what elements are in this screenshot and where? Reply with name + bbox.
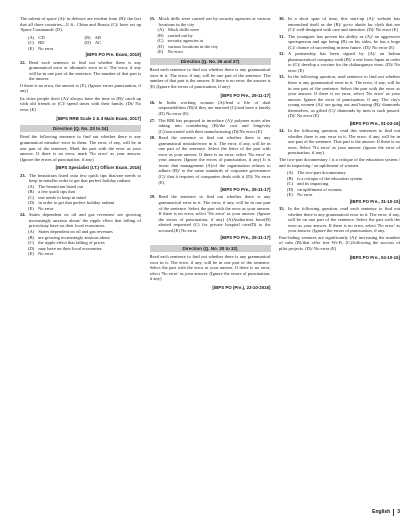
option-letter: (E) xyxy=(28,205,34,211)
option-text: No error xyxy=(167,49,184,55)
question-item xyxy=(20,60,141,82)
question-head xyxy=(20,60,141,82)
option-text: CD xyxy=(38,34,45,40)
question-text: The RBI has proposed to introduce (A)/ polymer notes after taking into considering (B)/the cost and longevity (C)/associated with their manufacturing (D)/No error (E) xyxy=(158,117,271,134)
question-text: States dependent on oil and gas revenues/ are growing increasingly anxious about/ the ripple effect that falling of prices/may have on their local economies. xyxy=(29,212,141,229)
option-text: States dependent on oil and gas revenues xyxy=(38,229,113,235)
question-text: A partnership has been signed by (A)/ an Indian pharmaceutical company with (B)/ a one from Japan in order to (C)/ develop a vaccine for the chikungunya virus. (D)/ No error (E) xyxy=(288,51,400,73)
direction-banner: Direction (Q. No. 26 and 27) xyxy=(150,58,271,65)
question-number: 30. xyxy=(279,16,285,21)
option-letter: (C) xyxy=(157,38,164,44)
question-item xyxy=(279,51,400,73)
source-citation: [IBPS PO Pre., 01-03-16] xyxy=(349,120,400,126)
question-item xyxy=(20,212,141,256)
option-letter: (E) xyxy=(28,251,34,257)
option-text: and its impacting xyxy=(297,181,329,187)
option-text: are growing increasingly anxious about xyxy=(38,234,110,240)
paragraph: Read each sentence to find out whether there is any grammatical error in it. The error, if any, will be in one part of the sentence. Select the part with the error as your answer. If there is no error, select 'No error' as your answer. (Ignore the errors of punctuation, if any) xyxy=(149,254,271,282)
question-item xyxy=(279,34,400,51)
question-number: 32. xyxy=(279,51,285,57)
question-text: The youngster has proven his ability as (A)/ an aggressive sportsperson and age being (B) on his sides, he has a huge (C)/ chance of succeeding in near future. (D)/ No error (E) xyxy=(288,33,400,50)
question-item xyxy=(150,194,271,233)
option-text: various locations in the city xyxy=(167,43,219,49)
source-citation: [IBPS Specialist (I.T.) Officer Exam, 2016] xyxy=(55,165,141,171)
question-text: Read the sentence to find out whether there is any grammatical error in it. The error, if any, will be in one part of the sentence. Select the part with the error as your answer. If there is no error, select 'No error' as your answer. (Ignore the errors of punctuation, if any) (A)Authorities have(B) alerted requested (C) for private hospital care(D) to the accused.(E) No error. xyxy=(158,194,271,233)
source-citation: [IBPS PO Pre., 04-10-15] xyxy=(349,254,400,260)
option-letter: (E) xyxy=(287,192,293,198)
question-head xyxy=(20,212,141,229)
question-number: 29. xyxy=(149,194,156,200)
option-letter: (D) xyxy=(84,40,91,46)
option-list xyxy=(20,46,141,52)
paragraph: The two-part documentary / is a critique of the education system / and its impacting / on upliftment of women. xyxy=(279,156,400,168)
question-head xyxy=(150,100,271,117)
paragraph: The salient of space (A)/ in defence are evident from (B)/ the fact that all three countries—U.S., China and Russia (C)/ have set up 'Space Commands' (D). xyxy=(20,16,141,33)
question-number: 23. xyxy=(20,172,26,178)
footer-subject: English xyxy=(372,509,391,516)
paragraph: Its cities people don't (A)/ always have the time to (B)/ catch up with old friends or (C)/ spend times with their family. (D)/ No error (E) xyxy=(20,95,141,113)
question-number: 28. xyxy=(149,135,156,141)
question-number: 22. xyxy=(20,59,26,65)
option-letter: (A) xyxy=(28,183,35,189)
option-text: is a critique of the education system xyxy=(297,175,363,181)
question-head xyxy=(150,194,271,233)
question-item xyxy=(279,206,400,234)
question-number: 33. xyxy=(279,74,285,80)
option-list xyxy=(279,170,400,198)
source-citation: [IBPS RRB Scale 2 & 3 Main Exam, 2017] xyxy=(56,115,141,121)
option-letter: (D) xyxy=(157,43,164,49)
option-text: AB xyxy=(94,34,101,40)
page-number: 3 xyxy=(397,509,400,516)
option-text: security agencies at xyxy=(167,38,204,44)
option-text: carried out by xyxy=(167,32,193,38)
question-head xyxy=(279,74,400,118)
question-item xyxy=(279,74,400,118)
question-text: In the following question, read this sentences to find out whether there is any error in it. The error, if any, will be in one part of the sentence. That part is the answer. If there is no error, Select 'No error' as your answer. (ignore the error of punctuation, if any). xyxy=(288,128,400,156)
question-head xyxy=(279,206,400,234)
question-number: 31. xyxy=(279,33,285,39)
option-text: No error xyxy=(297,192,313,198)
question-text: Mock drills were carried out by security agencies at various locations in the city xyxy=(158,16,271,27)
source-citation: [IBPS PO (Pre.), 23-10-2016] xyxy=(212,284,271,290)
option-text: The beautician listed out xyxy=(38,183,84,189)
direction-banner: Direction (Q. No. 23 to 24) xyxy=(20,125,141,132)
question-head xyxy=(279,51,400,73)
question-item xyxy=(150,135,271,185)
option-letter: (E) xyxy=(157,49,164,55)
question-text: In the following question, read each sentence to find out whether there is any grammatical error in it. The error, if any, will be on one part of the sentence. Select the part with the error as your answer. If there is no error, select 'No error' as your answer. (Ignore the errors of punctuation, if any. xyxy=(288,206,400,234)
option-item xyxy=(279,192,400,198)
question-item xyxy=(20,173,141,212)
option-item xyxy=(150,49,271,55)
option-letter: (C) xyxy=(28,240,35,246)
option-letter: (A) xyxy=(28,34,35,40)
option-letter: (E) xyxy=(28,45,34,51)
option-letter: (D) xyxy=(287,186,294,192)
option-letter: (C) xyxy=(28,194,35,200)
option-letter: (C) xyxy=(287,181,294,187)
column-right xyxy=(279,16,400,506)
question-item xyxy=(150,118,271,135)
question-number: 35. xyxy=(279,206,285,212)
question-head xyxy=(279,16,400,33)
source-citation: [IBPS PO Pre. Exam, 2019] xyxy=(85,52,141,58)
question-item xyxy=(150,16,271,55)
option-text: the ripple effect that falling of prices xyxy=(38,240,105,246)
paragraph: Read each sentence to find out whether there is any grammatical error in it. The error, if any, will be one part of the sentence. The number of that part is the answer. If there is no error, the answer is (E) (Ignore the errors of punctuation, if any) xyxy=(149,67,271,89)
option-letter: (B) xyxy=(28,189,35,195)
option-letter: (A) xyxy=(28,229,35,235)
direction-banner: Direction (Q. No. 30 to 32) xyxy=(150,245,271,252)
footer-separator xyxy=(393,509,394,516)
option-text: a few quick tips that xyxy=(38,189,75,195)
source-citation: [IBPS PO Pre., 31-10-15] xyxy=(349,198,400,204)
question-text: In the following question, read sentence to find out whether there is any grammatical error in it. The error, if any, will be in one part of the sentence. Select the part with the error as your answer. If there is no error, select 'No error' as your answer. Ignore the error of punctuation, if any. The city's young women (A)/ are going out and buying (B)/ diamonds themselves, as gifted (C)/ diamonds by men is such passed. (D)/ No error (E) xyxy=(288,74,400,119)
option-letter: (C) xyxy=(28,40,35,46)
question-number: 26. xyxy=(149,99,156,105)
question-head xyxy=(279,128,400,156)
question-item xyxy=(279,128,400,156)
option-letter: (D) xyxy=(28,245,35,251)
option-letter: (A) xyxy=(287,170,294,176)
option-letter: (B) xyxy=(84,34,91,40)
option-letter: (B) xyxy=(28,234,35,240)
question-head xyxy=(150,135,271,185)
option-item xyxy=(20,206,141,212)
option-letter: (B) xyxy=(287,175,294,181)
column-middle xyxy=(150,16,271,506)
question-text: The beautician listed outa few quick tips that/one needs to keep in mind/in order to get that perfect holiday radiant. xyxy=(29,172,141,184)
option-text: one needs to keep in mind xyxy=(38,194,86,200)
option-grid xyxy=(20,35,141,46)
option-letter: (B) xyxy=(157,32,164,38)
question-number: 25. xyxy=(149,16,156,21)
option-text: No error xyxy=(38,251,54,257)
option-item xyxy=(20,46,141,52)
option-text: may have on their local economies xyxy=(38,245,102,251)
question-text: In a short span of time, this start-up (A)/ website has entrenched itself as the (B)/ go-to abode for cloth that are (C)/ well-designed with care and attention. (D)/ No error (E) xyxy=(288,16,400,33)
question-head xyxy=(150,118,271,135)
option-text: AC xyxy=(94,40,102,46)
question-text: In India working woman (A)/lead a life of dual responsibilities (B)/if they are married (C)/and have a family (D) No error (E) xyxy=(158,99,271,116)
question-head xyxy=(150,16,271,27)
option-text: in order to get that perfect holiday radiant xyxy=(38,200,115,206)
question-number: 27. xyxy=(149,117,156,123)
source-citation: [IBPS PO Pre., 29-11-17] xyxy=(220,187,271,193)
option-letter: (A) xyxy=(157,27,164,33)
question-number: 24. xyxy=(20,212,26,218)
option-text: No error xyxy=(38,45,54,51)
source-citation: [IBPS PO Pre., 29-11-17] xyxy=(220,235,271,241)
option-text: The two-part documentary xyxy=(297,170,346,176)
question-text: Read each sentence to find out whether there is any grammatical error or idiomatic error in it. The error, if any will be in one part of the sentence. The number of that part is the answer. xyxy=(29,59,141,82)
question-item xyxy=(150,100,271,117)
question-head xyxy=(20,173,141,184)
paragraph: Read the following sentence to find out whether there is any grammatical mistake/ error in them. The error, if any, will be in one part of the sentence. Mark the part with the error as your answer. If there is no error, mark 'No error' as your answer. (Ignore the errors of punctuation, if any) xyxy=(20,134,141,162)
column-left xyxy=(20,16,141,506)
option-text: Mock drills were xyxy=(167,27,199,33)
source-citation: [IBPS PO Pre., 29-11-17] xyxy=(220,92,271,98)
question-item xyxy=(279,16,400,33)
option-text: No error xyxy=(38,205,54,211)
page-footer xyxy=(372,509,400,516)
option-text: BD xyxy=(38,40,45,46)
paragraph: If there is no error, the answer is (E). (Ignore errors punctuation, if any) xyxy=(20,82,141,94)
question-text: Read the sentence to find out whether there is any grammatical mistake/error in it. The error, if any, will be in one part of the sentence. Select the letter of the part with error as your answer. If there is no error, select 'No error' as your answer. (Ignore the errors of punctuation, if any) It is ironic that management (A)/of the organisation refuses to adhere (B)/ to the same standards of corporate governance (C)/ that it requires of companies deals with it (D)/ No error (E) xyxy=(158,135,271,185)
option-item xyxy=(20,251,141,257)
option-letter: (D) xyxy=(28,200,35,206)
page-content xyxy=(20,16,400,506)
question-number: 34. xyxy=(279,128,285,134)
option-text: on upliftment of women, xyxy=(297,186,343,192)
question-head xyxy=(279,34,400,51)
paragraph: Fast-fading ventures are significantly (A)/ increasing the number of cubs (B)/that offer free Wi-Fi, (C)/following the success of pilot projects. (D)/ No error (E) xyxy=(279,234,400,251)
